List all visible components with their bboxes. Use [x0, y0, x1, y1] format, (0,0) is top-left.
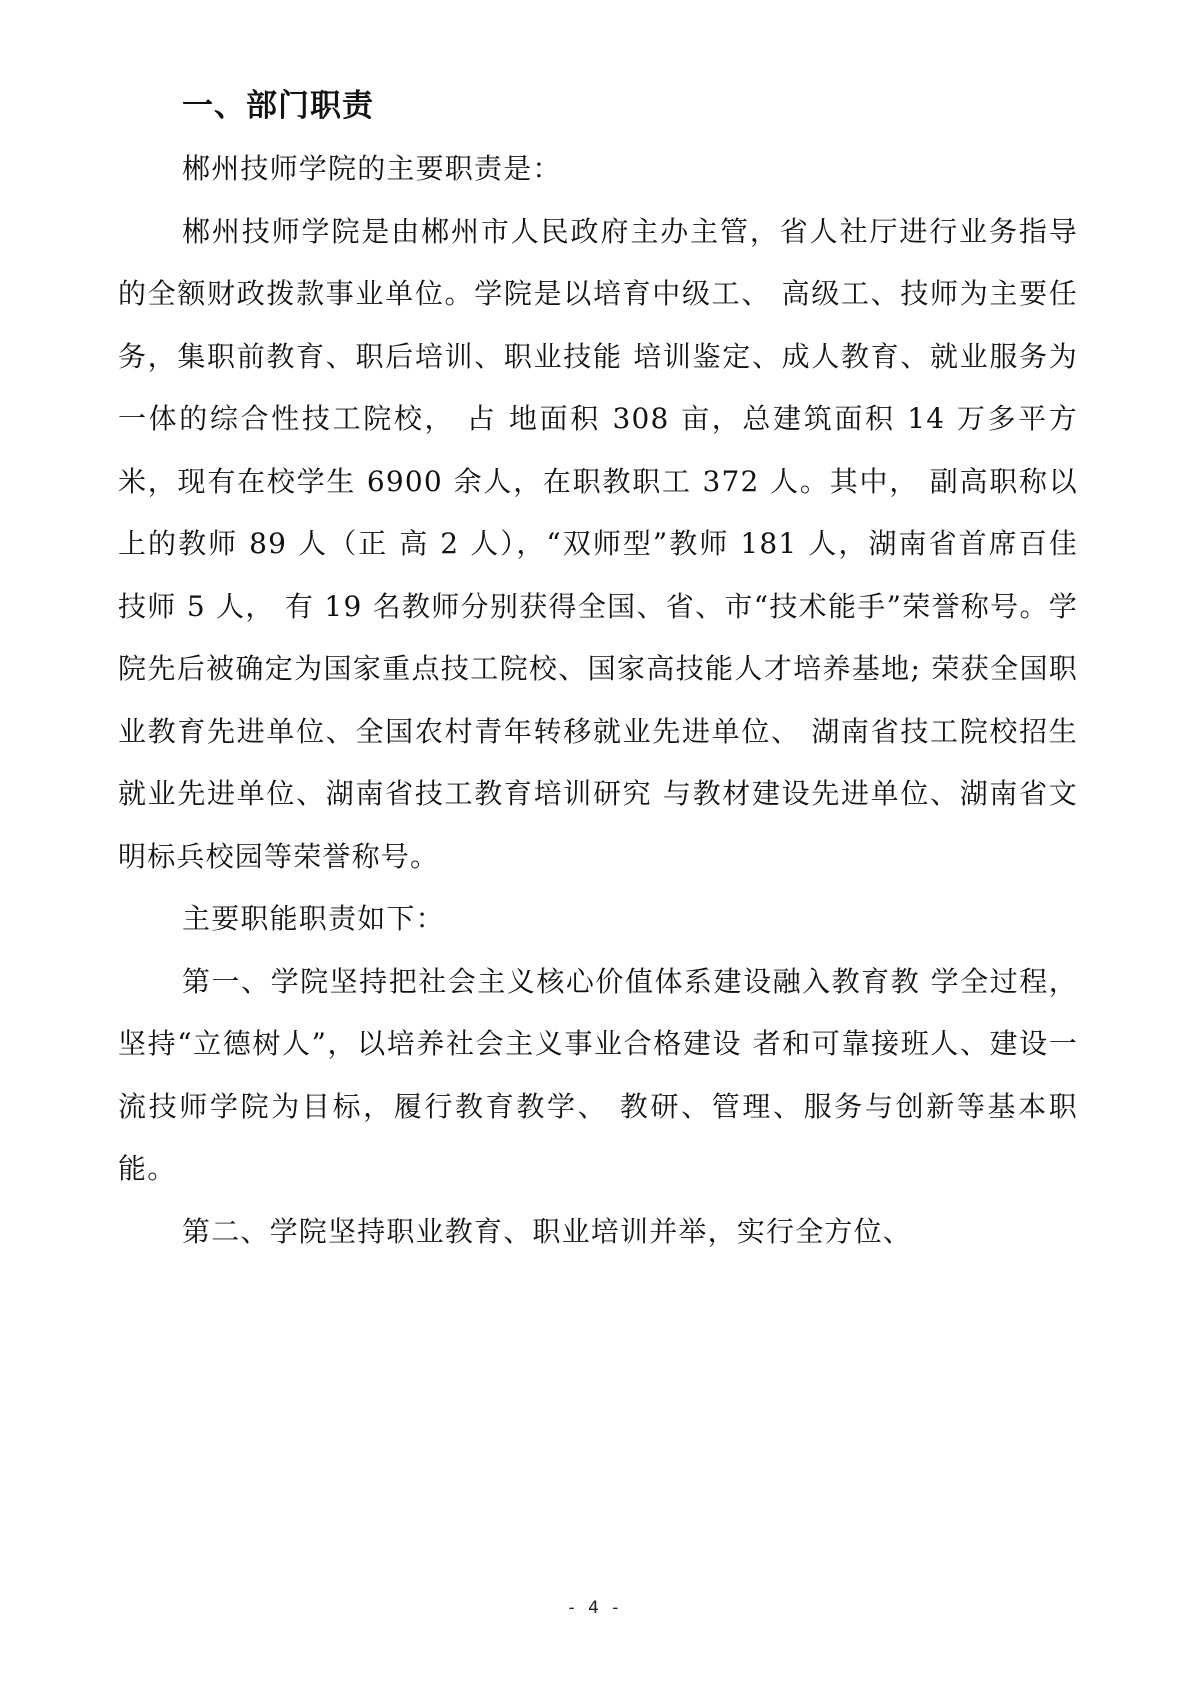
paragraph-functions-intro: 主要职能职责如下： [182, 902, 445, 935]
paragraph-function-2: 第二、学院坚持职业教育、职业培训并举，实行全方位、 [182, 1214, 913, 1248]
document-body [118, 78, 1078, 1263]
section-heading: 一、部门职责 [182, 88, 374, 124]
paragraph-overview: 郴州技师学院是由郴州市人民政府主办主管，省人社厅进行业务指导的全额财政拨款事业单位。学院是以培育中级工、 高级工、技师为主要任务，集职前教育、职后培训、职业技能 培训鉴定、成人教育、就业服务为一体的综合性技工院校， 占 地面积 308 亩，总建筑面积 14 万多平方米，现有在校学生 6900 余人，在职教职工 372 人。其中， 副高职称以上的教师 89 人（正 高 2 人），“双师型”教师 181 人，湖南省首席百佳技师 5 人， 有 19 名教师分别获得全国、省、市“技术能手”荣誉称号。学 院先后被确定为国家重点技工院校、国家高技能人才培养基地; 荣获全国职业教育先进单位、全国农村青年转移就业先进单位、 湖南省技工院校招生就业先进单位、湖南省技工教育培训研究 与教材建设先进单位、湖南省文明标兵校园等荣誉称号。 [118, 214, 1078, 873]
paragraph-function-1: 第一、学院坚持把社会主义核心价值体系建设融入教育教 学全过程，坚持“立德树人”，以培养社会主义事业合格建设 者和可靠接班人、建设一流技师学院为目标，履行教育教学、 教研、管理、服务与创新等基本职能。 [118, 964, 1078, 1185]
paragraph-intro: 郴州技师学院的主要职责是： [182, 152, 562, 185]
page-number: - 4 - [568, 1598, 623, 1618]
